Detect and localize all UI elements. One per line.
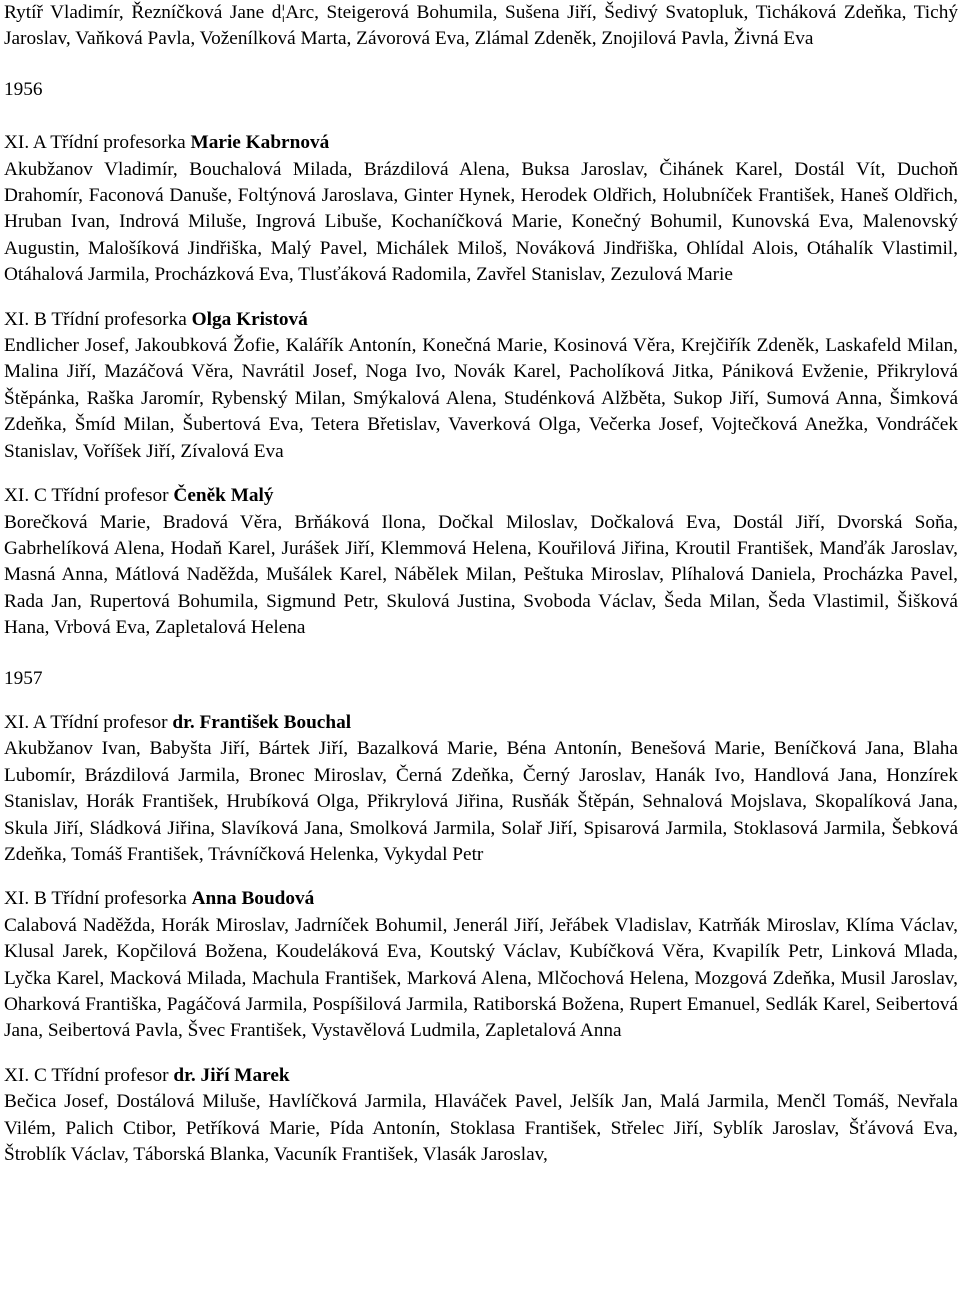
student-list: Endlicher Josef, Jakoubková Žofie, Kalářík Antonín, Konečná Marie, Kosinová Věra, Krejčiřík Zdeněk, Laskafeld Milan, Malina Jiří, Mazáčová Věra, Navrátil Josef, Noga Ivo, Novák Karel, Pacholíková Jitka, Pániková Evženie, Přikrylová Štěpánka, Raška Jaromír, Rybenský Milan, Smýkalová Alena, Studénková Alžběta, Sukop Jiří, Sumová Anna, Šimková Zdeňka, Šmíd Milan, Šubertová Eva, Tetera Břetislav, Vaverková Olga, Večerka Josef, Vojtečková Anežka, Vondráček Stanislav, Voříšek Jiří, Zívalová Eva [4, 335, 958, 462]
teacher-name: Marie Kabrnová [190, 132, 330, 154]
spacer [4, 1045, 958, 1063]
spacer [4, 692, 958, 710]
document-page [4, 0, 958, 1168]
class-label: XI. B Třídní profesorka [4, 308, 192, 330]
spacer [4, 465, 958, 483]
class-heading [4, 886, 958, 912]
student-list: Rytíř Vladimír, Řezníčková Jane d¦Arc, Steigerová Bohumila, Sušena Jiří, Šedivý Svatopluk, Ticháková Zdeňka, Tichý Jaroslav, Vaňková Pavla, Voženílková Marta, Závorová Eva, Zlámal Zdeněk, Znojilová Pavla, Živná Eva [4, 2, 958, 50]
class-heading [4, 307, 958, 333]
teacher-name: Čeněk Malý [173, 485, 274, 507]
student-list: Akubžanov Vladimír, Bouchalová Milada, Brázdilová Alena, Buksa Jaroslav, Čihánek Karel, Dostál Vít, Duchoň Drahomír, Faconová Danuše, Foltýnová Jaroslava, Ginter Hynek, Herodek Oldřich, Holubníček František, Haneš Oldřich, Hruban Ivan, Indrová Miluše, Ingrová Libuše, Kochaníčková Marie, Konečný Bohumil, Kunovská Eva, Malenovský Augustin, Malošíková Jindřiška, Malý Pavel, Michálek Miloš, Nováková Jindřiška, Ohlídal Alois, Otáhalík Vlastimil, Otáhalová Jarmila, Procházková Eva, Tlusťáková Radomila, Zavřel Stanislav, Zezulová Marie [4, 158, 958, 286]
teacher-name: dr. František Bouchal [172, 711, 352, 733]
spacer [4, 289, 958, 307]
class-label: XI. A Třídní profesor [4, 711, 173, 733]
year-heading: 1956 [4, 78, 43, 100]
class-section [4, 710, 958, 868]
class-label: XI. C Třídní profesor [4, 1064, 174, 1086]
spacer [4, 53, 958, 77]
class-section [4, 130, 958, 288]
spacer [4, 103, 958, 130]
class-heading [4, 130, 958, 156]
class-section [4, 483, 958, 641]
student-list: Akubžanov Ivan, Babyšta Jiří, Bártek Jiří, Bazalková Marie, Béna Antonín, Benešová Marie, Beníčková Jana, Blaha Lubomír, Brázdilová Jarmila, Bronec Miroslav, Černá Zdeňka, Černý Jaroslav, Hanák Ivo, Handlová Jana, Honzírek Stanislav, Horák František, Hrubíková Olga, Přikrylová Jiřina, Rusňák Štěpán, Sehnalová Mojslava, Skopalíková Jana, Skula Jiří, Sládková Jiřina, Slavíková Jana, Smolková Jarmila, Solař Jiří, Spisarová Jarmila, Stoklasová Jarmila, Šebková Zdeňka, Tomáš František, Trávníčková Helenka, Vykydal Petr [4, 738, 958, 865]
teacher-name: dr. Jiří Marek [173, 1064, 290, 1086]
class-heading [4, 483, 958, 509]
class-section [4, 307, 958, 465]
student-list: Calabová Naděžda, Horák Miroslav, Jadrníček Bohumil, Jenerál Jiří, Jeřábek Vladislav, Katrňák Miroslav, Klíma Václav, Klusal Jarek, Kopčilová Božena, Koudeláková Eva, Koutský Václav, Kubíčková Věra, Kvapilík Petr, Linková Mlada, Lyčka Karel, Macková Milada, Machula František, Marková Alena, Mlčochová Helena, Mozgová Zdeňka, Musil Jaroslav, Oharková Františka, Pagáčová Jarmila, Pospíšilová Jarmila, Ratiborská Božena, Rupert Emanuel, Sedlák Karel, Seibertová Jana, Seibertová Pavla, Švec František, Vystavělová Ludmila, Zapletalová Anna [4, 914, 958, 1042]
class-heading [4, 1063, 958, 1089]
class-section [4, 1063, 958, 1169]
spacer [4, 642, 958, 666]
class-heading [4, 710, 958, 736]
class-label: XI. C Třídní profesor [4, 485, 174, 507]
class-label: XI. B Třídní profesorka [4, 888, 192, 910]
teacher-name: Olga Kristová [191, 308, 308, 330]
class-label: XI. A Třídní profesorka [4, 132, 191, 154]
student-list: Borečková Marie, Bradová Věra, Brňáková Ilona, Dočkal Miloslav, Dočkalová Eva, Dostál Jiří, Dvorská Soňa, Gabrhelíková Alena, Hodaň Karel, Jurášek Jiří, Klemmová Helena, Kouřilová Jiřina, Kroutil František, Manďák Jaroslav, Masná Anna, Mátlová Naděžda, Mušálek Karel, Nábělek Milan, Peštuka Miroslav, Plíhalová Daniela, Procházka Pavel, Rada Jan, Rupertová Bohumila, Sigmund Petr, Skulová Justina, Svoboda Václav, Šeda Milan, Šeda Vlastimil, Šišková Hana, Vrbová Eva, Zapletalová Helena [4, 511, 958, 639]
teacher-name: Anna Boudová [191, 888, 315, 910]
student-list: Bečica Josef, Dostálová Miluše, Havlíčková Jarmila, Hlaváček Pavel, Jelšík Jan, Malá Jarmila, Menčl Tomáš, Nevřala Vilém, Palich Ctibor, Petříková Marie, Pída Antonín, Stoklasa František, Střelec Jiří, Syblík Jaroslav, Šťávová Eva, Štroblík Václav, Táborská Blanka, Vacuník František, Vlasák Jaroslav, [4, 1091, 958, 1166]
class-section [4, 886, 958, 1044]
spacer [4, 868, 958, 886]
year-heading: 1957 [4, 667, 43, 689]
